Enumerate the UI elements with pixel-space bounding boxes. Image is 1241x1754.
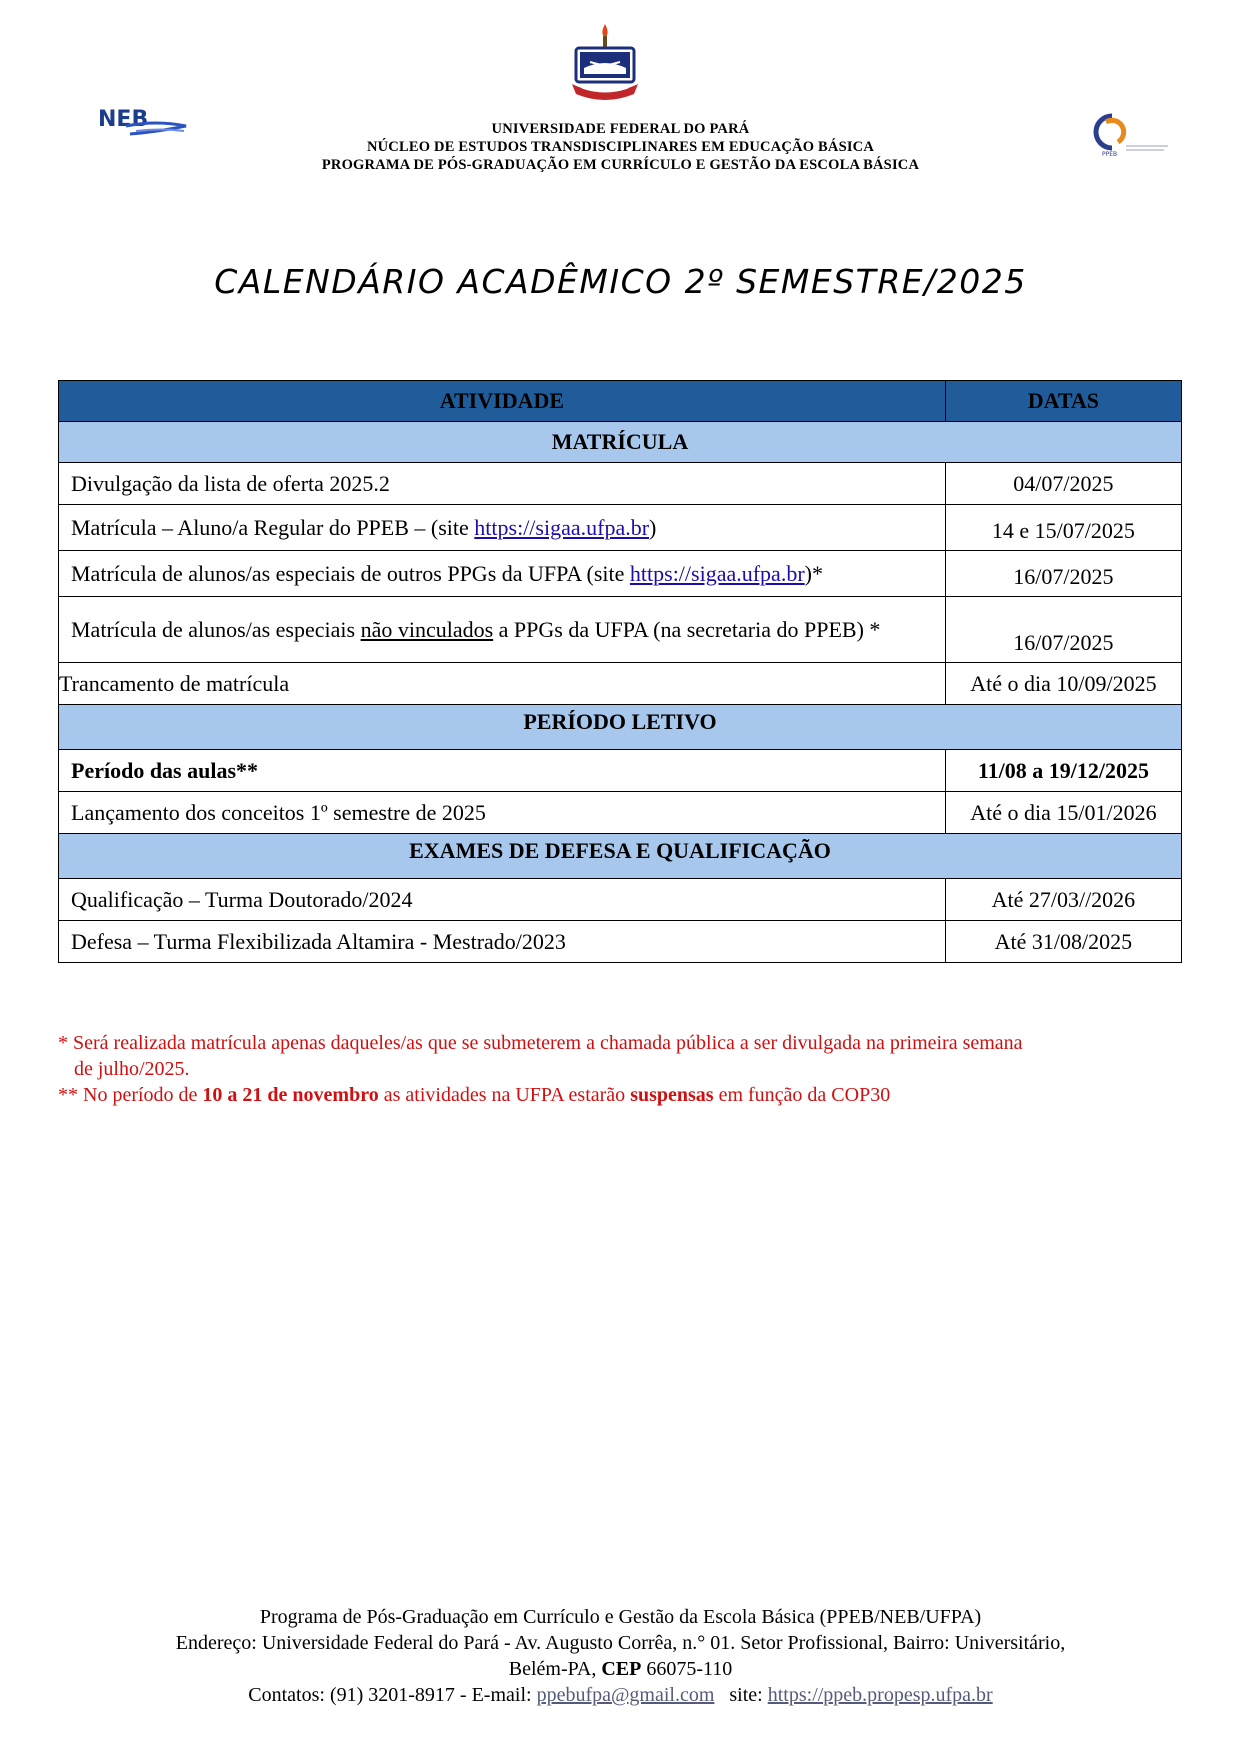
- activity-cell: [59, 505, 946, 551]
- column-header-activity: ATIVIDADE: [59, 381, 946, 422]
- section-title-periodo-letivo: PERÍODO LETIVO: [59, 705, 1182, 750]
- footer-contacts: [0, 1682, 1241, 1708]
- activity-text: Matrícula de alunos/as especiais: [71, 617, 361, 642]
- table-row: [59, 463, 1182, 505]
- header-line-program: PROGRAMA DE PÓS-GRADUAÇÃO EM CURRÍCULO E GESTÃO DA ESCOLA BÁSICA: [321, 157, 920, 173]
- footer-cep-label: CEP: [601, 1658, 642, 1680]
- date-cell: 16/07/2025: [945, 551, 1181, 597]
- table-header-row: [59, 381, 1182, 422]
- table-row: [59, 921, 1182, 963]
- activity-cell: Divulgação da lista de oferta 2025.2: [59, 463, 946, 505]
- activity-cell: Defesa – Turma Flexibilizada Altamira - Mestrado/2023: [59, 921, 946, 963]
- section-row: [59, 834, 1182, 879]
- date-cell: Até 27/03//2026: [945, 879, 1181, 921]
- footnote-1-continuation: de julho/2025.: [74, 1058, 190, 1080]
- footnote-2-bold-suspended: suspensas: [630, 1084, 714, 1106]
- footer-site-link[interactable]: https://ppeb.propesp.ufpa.br: [767, 1684, 993, 1706]
- ufpa-crest-logo: [570, 22, 640, 104]
- footnotes: [58, 1030, 1182, 1108]
- date-cell: Até o dia 10/09/2025: [945, 663, 1181, 705]
- date-cell: Até 31/08/2025: [945, 921, 1181, 963]
- activity-cell: Qualificação – Turma Doutorado/2024: [59, 879, 946, 921]
- footnote-2: [58, 1082, 1182, 1108]
- footnote-1-text: * Será realizada matrícula apenas daqueles/as que se submeterem a chamada pública a ser divulgada na primeira semana: [58, 1032, 1023, 1054]
- footer-cep-value: 66075-110: [641, 1658, 733, 1680]
- activity-text: )*: [804, 560, 823, 586]
- calendar-table: [58, 380, 1182, 963]
- activity-cell: [59, 597, 946, 663]
- date-cell: 04/07/2025: [945, 463, 1181, 505]
- sigaa-link[interactable]: https://sigaa.ufpa.br: [629, 560, 805, 586]
- footer-contacts-text: Contatos: (91) 3201-8917 - E-mail:: [248, 1684, 537, 1706]
- section-row: [59, 705, 1182, 750]
- activity-underlined-text: não vinculados: [360, 617, 494, 642]
- date-cell: 16/07/2025: [945, 597, 1181, 663]
- section-title-exames: EXAMES DE DEFESA E QUALIFICAÇÃO: [59, 834, 1182, 879]
- footer-city: [0, 1656, 1241, 1682]
- activity-cell: Trancamento de matrícula: [59, 663, 946, 705]
- footnote-1: [58, 1030, 1182, 1082]
- activity-cell: [59, 551, 946, 597]
- page-footer: [0, 1604, 1241, 1708]
- sigaa-link[interactable]: https://sigaa.ufpa.br: [474, 514, 650, 540]
- header-line-university: UNIVERSIDADE FEDERAL DO PARÁ: [491, 121, 750, 137]
- footer-program: Programa de Pós-Graduação em Currículo e Gestão da Escola Básica (PPEB/NEB/UFPA): [259, 1606, 982, 1628]
- footer-city-text: Belém-PA,: [508, 1658, 602, 1680]
- table-row: [59, 551, 1182, 597]
- activity-cell: Lançamento dos conceitos 1º semestre de 2025: [59, 792, 946, 834]
- footer-site-label: site:: [714, 1684, 768, 1706]
- table-row: [59, 663, 1182, 705]
- column-header-dates: DATAS: [945, 381, 1181, 422]
- date-cell: 14 e 15/07/2025: [945, 505, 1181, 551]
- table-row: [59, 505, 1182, 551]
- activity-text: Matrícula – Aluno/a Regular do PPEB – (site: [71, 514, 475, 540]
- footnote-2-bold-dates: 10 a 21 de novembro: [202, 1084, 379, 1106]
- section-title-matricula: MATRÍCULA: [59, 422, 1182, 463]
- ppeb-logo-text: PPEB: [1102, 151, 1118, 158]
- neb-logo-text: NEB: [98, 107, 149, 132]
- table-row: [59, 750, 1182, 792]
- table-row: [59, 597, 1182, 663]
- header-line-nucleus: NÚCLEO DE ESTUDOS TRANSDISCIPLINARES EM EDUCAÇÃO BÁSICA: [366, 139, 875, 155]
- table-row: [59, 879, 1182, 921]
- date-cell: Até o dia 15/01/2026: [945, 792, 1181, 834]
- footer-address: Endereço: Universidade Federal do Pará - Av. Augusto Corrêa, n.° 01. Setor Profissional, Bairro: Universitário,: [175, 1632, 1066, 1654]
- footnote-2-text: as atividades na UFPA estarão: [378, 1084, 631, 1106]
- footnote-2-text: ** No período de: [58, 1084, 203, 1106]
- footer-email-link[interactable]: ppebufpa@gmail.com: [536, 1684, 715, 1706]
- section-row: [59, 422, 1182, 463]
- activity-cell: Período das aulas**: [59, 750, 946, 792]
- table-row: [59, 792, 1182, 834]
- date-cell: 11/08 a 19/12/2025: [945, 750, 1181, 792]
- footnote-2-text: em função da COP30: [713, 1084, 891, 1106]
- activity-text: ): [649, 514, 657, 540]
- activity-text: Matrícula de alunos/as especiais de outros PPGs da UFPA (site: [71, 560, 630, 586]
- page-title: CALENDÁRIO ACADÊMICO 2º SEMESTRE/2025: [214, 262, 1027, 301]
- institution-header: [0, 120, 1241, 174]
- activity-text: a PPGs da UFPA (na secretaria do PPEB) *: [493, 617, 881, 642]
